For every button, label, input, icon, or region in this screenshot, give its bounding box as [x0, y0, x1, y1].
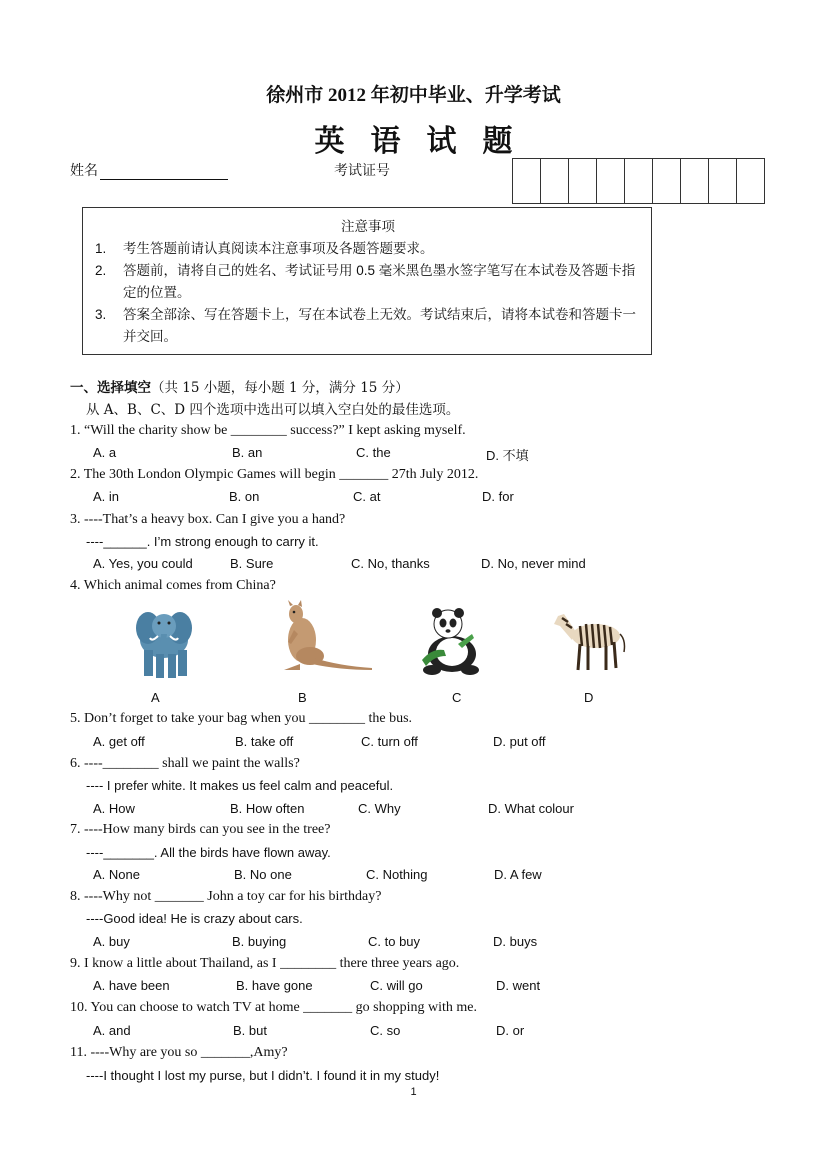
option-d: D. A few	[494, 867, 542, 882]
notice-title: 注意事项	[341, 219, 395, 234]
image-label-a: A	[151, 690, 160, 705]
page-number: 1	[410, 1086, 417, 1098]
question-reply: ----______. I’m strong enough to carry it.	[86, 534, 319, 549]
option-c: C. so	[370, 1023, 401, 1038]
option-d: D. for	[482, 489, 514, 504]
question-reply: ----I thought I lost my purse, but I didn’t. I found it in my study!	[86, 1068, 440, 1083]
question-stem: 11. ----Why are you so _______,Amy?	[70, 1045, 288, 1060]
question-reply: ----Good idea! He is crazy about cars.	[86, 911, 303, 926]
name-underline	[100, 165, 228, 180]
option-a: A. How	[93, 801, 135, 816]
question-stem: 3. ----That’s a heavy box. Can I give you a hand?	[70, 512, 346, 527]
image-label-b: B	[298, 690, 307, 705]
option-b: B. No one	[234, 867, 292, 882]
subject-title: 英语试题	[314, 125, 539, 158]
option-d: D. buys	[493, 934, 538, 949]
question-stem: 10. You can choose to watch TV at home _______ go shopping with me.	[70, 1000, 478, 1015]
question-stem: 7. ----How many birds can you see in the tree?	[70, 822, 331, 837]
section-heading: 一、选择填空（共 15 小题，每小题 1 分，满分 15 分）	[70, 380, 409, 396]
option-a: A. None	[93, 867, 140, 882]
option-c: C. No, thanks	[351, 556, 430, 571]
option-b: B. but	[233, 1023, 267, 1038]
option-a: A. get off	[93, 734, 145, 749]
zebra-icon	[548, 608, 628, 672]
option-c: C. to buy	[368, 934, 421, 949]
question-stem: 6. ----________ shall we paint the walls?	[70, 756, 300, 771]
elephant-icon	[128, 604, 200, 682]
option-b: B. How often	[230, 801, 305, 816]
option-a: A. have been	[93, 978, 170, 993]
option-a: A. in	[93, 489, 120, 504]
option-d: D. went	[496, 978, 541, 993]
notice-box	[82, 207, 652, 355]
section-instruction: 从 A、B、C、D 四个选项中选出可以填入空白处的最佳选项。	[86, 402, 460, 418]
question-reply: ----_______. All the birds have flown away.	[86, 845, 331, 860]
notice-item: 2. 答题前，请将自己的姓名、考试证号用 0.5 毫米黑色墨水签字笔写在本试卷及答题卡指定的位置。	[95, 263, 636, 300]
panda-icon	[418, 604, 484, 676]
kangaroo-icon	[280, 600, 374, 674]
name-field	[70, 160, 228, 180]
option-b: B. Sure	[230, 556, 274, 571]
option-b: B. buying	[232, 934, 287, 949]
question-stem: 4. Which animal comes from China?	[70, 578, 276, 593]
question-stem: 5. Don’t forget to take your bag when you ________ the bus.	[70, 711, 413, 726]
option-a: A. and	[93, 1023, 131, 1038]
option-a: A. a	[93, 445, 117, 460]
option-c: C. the	[356, 445, 391, 460]
option-b: B. on	[229, 489, 260, 504]
option-d: D. or	[496, 1023, 525, 1038]
question-reply: ---- I prefer white. It makes us feel calm and peaceful.	[86, 778, 394, 793]
image-label-d: D	[584, 690, 594, 705]
exam-title: 徐州市 2012 年初中毕业、升学考试	[266, 85, 561, 106]
option-d: D. What colour	[488, 801, 574, 816]
question-stem: 9. I know a little about Thailand, as I ________ there three years ago.	[70, 956, 460, 971]
option-c: C. at	[353, 489, 381, 504]
option-a: A. Yes, you could	[93, 556, 193, 571]
option-c: C. turn off	[361, 734, 418, 749]
option-a: A. buy	[93, 934, 130, 949]
image-label-c: C	[452, 690, 462, 705]
notice-item: 3. 答案全部涂、写在答题卡上，写在本试卷上无效。考试结束后，请将本试卷和答题卡一并交回。	[95, 307, 636, 344]
exam-id-label: 考试证号	[334, 163, 390, 179]
question-stem: 1. “Will the charity show be ________ success?” I kept asking myself.	[70, 423, 466, 438]
option-c: C. will go	[370, 978, 423, 993]
option-b: B. take off	[235, 734, 294, 749]
option-d: D. put off	[493, 734, 546, 749]
option-d: D. 不填	[486, 448, 529, 463]
exam-id-boxes	[512, 158, 765, 204]
option-c: C. Why	[358, 801, 401, 816]
option-b: B. an	[232, 445, 263, 460]
name-label: 姓名	[70, 163, 98, 179]
option-c: C. Nothing	[366, 867, 428, 882]
notice-item: 1. 考生答题前请认真阅读本注意事项及各题答题要求。	[95, 241, 434, 256]
question-stem: 2. The 30th London Olympic Games will begin _______ 27th July 2012.	[70, 467, 479, 482]
question-stem: 8. ----Why not _______ John a toy car for his birthday?	[70, 889, 382, 904]
option-d: D. No, never mind	[481, 556, 586, 571]
option-b: B. have gone	[236, 978, 313, 993]
